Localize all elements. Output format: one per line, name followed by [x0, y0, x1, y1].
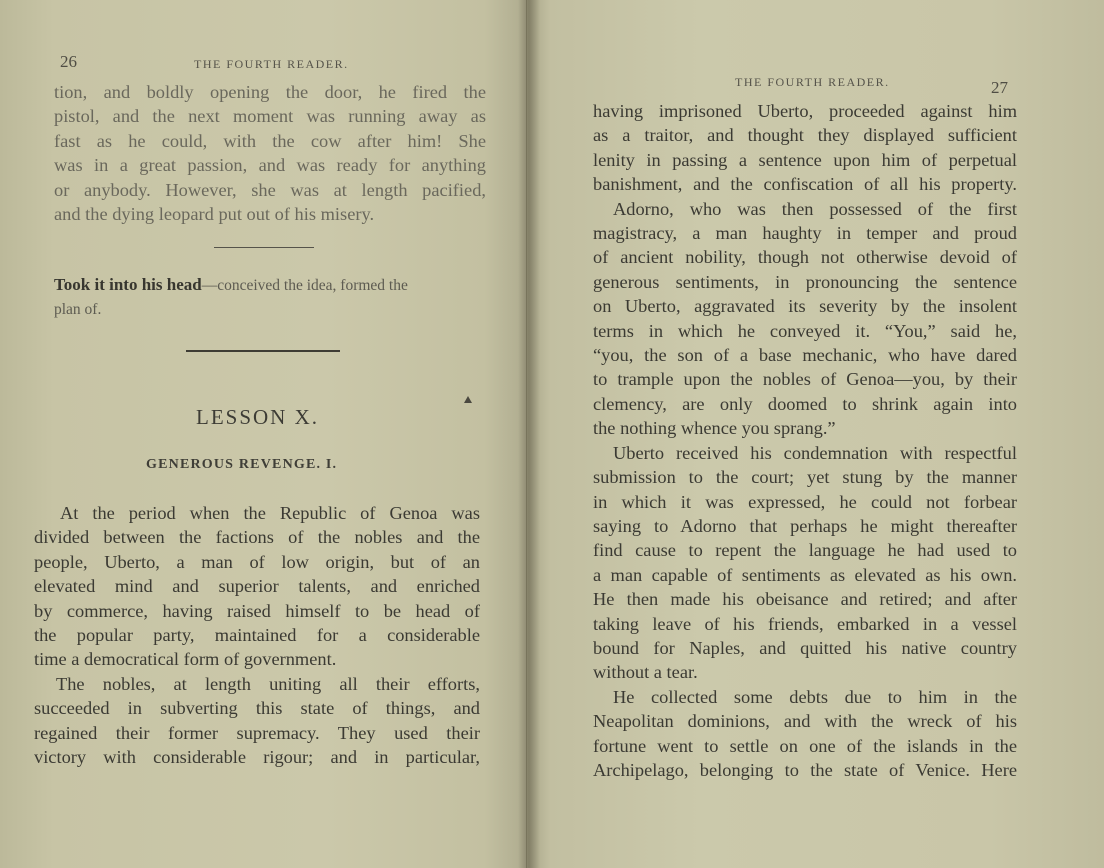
text-line: the popular party, maintained for a considerable	[34, 625, 480, 646]
text-line: Adorno, who was then possessed of the first	[613, 198, 1017, 219]
text-line: was in a great passion, and was ready for anything	[54, 155, 486, 176]
text-line: victory with considerable rigour; and in particular,	[34, 747, 480, 768]
text-line: lenity in passing a sentence upon him of perpetual	[593, 149, 1017, 170]
text-line: a man capable of sentiments as elevated as his own.	[593, 564, 1017, 585]
text-line: to trample upon the nobles of Genoa—you, by their	[593, 369, 1017, 390]
text-line: magistracy, a man haughty in temper and proud	[593, 223, 1017, 244]
text-line: clemency, are only doomed to shrink again into	[593, 393, 1017, 414]
text-line: time a democratical form of government.	[34, 649, 337, 670]
text-line: He then made his obeisance and retired; and after	[593, 589, 1017, 610]
text-line: banishment, and the confiscation of all his property.	[593, 174, 1017, 195]
text-line: terms in which he conveyed it. “You,” said he,	[593, 320, 1017, 341]
text-line: the nothing whence you sprang.”	[593, 418, 836, 439]
text-line: and the dying leopard put out of his misery.	[54, 204, 375, 225]
text-line: tion, and boldly opening the door, he fired the	[54, 82, 486, 102]
text-line: regained their former supremacy. They used their	[34, 722, 480, 743]
text-line: on Uberto, aggravated its severity by the insolent	[593, 296, 1017, 317]
note-term: Took it into his head	[54, 275, 202, 294]
text-line: Uberto received his condemnation with respectful	[613, 442, 1017, 463]
text-line: or anybody. However, she was at length pacified,	[54, 179, 486, 200]
text-line: saying to Adorno that perhaps he might thereafter	[593, 515, 1017, 536]
text-line: succeeded in subverting this state of things, and	[34, 698, 480, 719]
text-line: elevated mind and superior talents, and enriched	[34, 576, 480, 597]
text-line: of ancient nobility, though not otherwise devoid of	[593, 247, 1017, 268]
text-line: as a traitor, and thought they displayed sufficient	[593, 125, 1017, 146]
running-head-right: THE FOURTH READER.	[735, 75, 890, 89]
lesson-subtitle: GENEROUS REVENGE. I.	[146, 457, 338, 472]
lesson-body-continued	[593, 99, 1017, 782]
text-line: in which it was expressed, he could not forbear	[593, 491, 1017, 512]
right-page	[526, 0, 1104, 868]
text-line: find cause to repent the language he had used to	[593, 540, 1017, 561]
text-line: Archipelago, belonging to the state of Venice. Here	[593, 759, 1017, 780]
text-line: divided between the factions of the nobles and the	[34, 527, 480, 548]
text-line: generous sentiments, in pronouncing the sentence	[593, 271, 1017, 292]
page-number-left: 26	[60, 52, 77, 71]
ink-mark	[464, 396, 472, 403]
page-number-right: 27	[991, 78, 1008, 97]
running-head-left: THE FOURTH READER.	[194, 57, 349, 71]
text-line: The nobles, at length uniting all their efforts,	[56, 673, 480, 694]
section-divider	[214, 247, 314, 248]
text-line: “you, the son of a base mechanic, who have dared	[593, 345, 1017, 366]
paragraph-continued	[54, 80, 486, 226]
text-line: submission to the court; yet stung by the manner	[593, 467, 1017, 488]
text-line: people, Uberto, a man of low origin, but of an	[34, 551, 480, 572]
text-line: At the period when the Republic of Genoa was	[60, 503, 480, 523]
text-line: by commerce, having raised himself to be head of	[34, 600, 480, 621]
left-page	[0, 0, 538, 868]
text-line: Neapolitan dominions, and with the wreck of his	[593, 711, 1017, 732]
lesson-divider	[186, 350, 340, 352]
text-line: without a tear.	[593, 662, 698, 683]
book-gutter	[518, 0, 540, 868]
text-line: having imprisoned Uberto, proceeded against him	[593, 101, 1017, 121]
note-gloss: —conceived the idea, formed the	[201, 277, 408, 294]
text-line: bound for Naples, and quitted his native country	[593, 637, 1017, 658]
text-line: He collected some debts due to him in the	[613, 686, 1017, 707]
text-line: taking leave of his friends, embarked in a vessel	[593, 613, 1017, 634]
lesson-title: LESSON X.	[196, 405, 320, 429]
note-gloss-continued: plan of.	[54, 301, 102, 318]
lesson-body	[34, 501, 480, 769]
text-line: pistol, and the next moment was running away as	[54, 106, 486, 127]
text-line: fortune went to settle on one of the islands in the	[593, 735, 1017, 756]
text-line: fast as he could, with the cow after him! She	[54, 130, 486, 151]
vocabulary-note	[54, 273, 486, 322]
